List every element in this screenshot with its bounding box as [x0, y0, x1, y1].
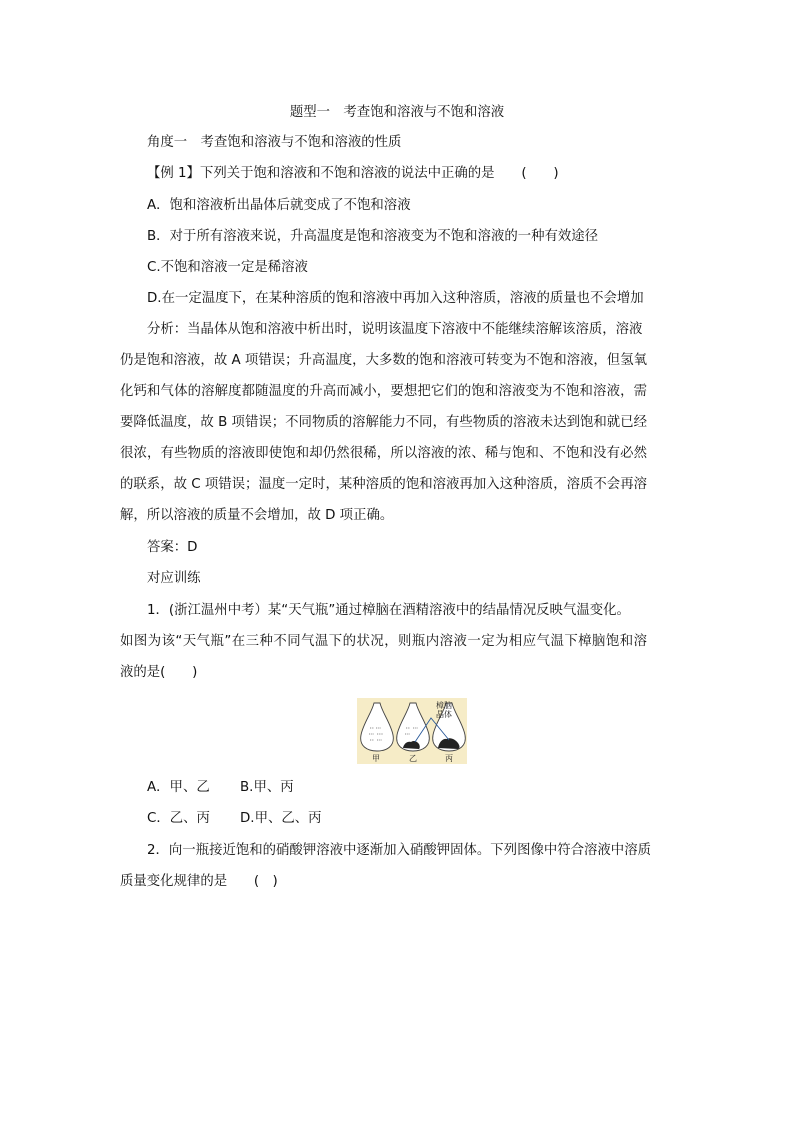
weather-bottle-figure	[357, 698, 467, 764]
bottle-label-bing: 丙	[445, 754, 453, 763]
analysis-line: 要降低温度，故 B 项错误；不同物质的溶解能力不同，有些物质的溶液未达到饱和就已经	[120, 415, 647, 430]
bottle-label-yi: 乙	[409, 754, 417, 763]
question-1-line: 如图为该“天气瓶”在三种不同气温下的状况，则瓶内溶液一定为相应气温下樟脑饱和溶	[120, 634, 647, 649]
analysis-line: 分析：当晶体从饱和溶液中析出时，说明该温度下溶液中不能继续溶解该溶质，溶液	[147, 322, 643, 337]
analysis-line: 解，所以溶液的质量不会增加，故 D 项正确。	[120, 508, 394, 523]
analysis-line: 仍是饱和溶液，故 A 项错误；升高温度，大多数的饱和溶液可转变为不饱和溶液，但氢氧	[120, 353, 647, 368]
question-1-line: 液的是( )	[120, 665, 198, 680]
example-option-d: D.在一定温度下，在某种溶质的饱和溶液中再加入这种溶质，溶液的质量也不会增加	[147, 291, 644, 306]
question-1-option-d: D.甲、乙、丙	[240, 811, 322, 826]
section-heading: 角度一 考查饱和溶液与不饱和溶液的性质	[147, 135, 402, 150]
question-1-option-c: C．乙、丙	[147, 811, 210, 826]
page-title: 题型一 考查饱和溶液与不饱和溶液	[289, 105, 505, 120]
analysis-line: 化钙和气体的溶解度都随温度的升高而减小，要想把它们的饱和溶液变为不饱和溶液，需	[120, 384, 647, 399]
question-2-line: 质量变化规律的是 ( )	[120, 874, 278, 889]
example-option-a: A．饱和溶液析出晶体后就变成了不饱和溶液	[147, 198, 411, 213]
analysis-line: 很浓，有些物质的溶液即使饱和却仍然很稀，所以溶液的浓、稀与饱和、不饱和没有必然	[120, 446, 647, 461]
bottle-label-jia: 甲	[372, 754, 380, 763]
analysis-line: 的联系，故 C 项错误；温度一定时，某种溶质的饱和溶液再加入这种溶质，溶质不会再溶	[120, 477, 647, 492]
example-option-c: C.不饱和溶液一定是稀溶液	[147, 260, 308, 275]
question-1-option-a: A．甲、乙	[147, 780, 210, 795]
question-2-line: 2．向一瓶接近饱和的硝酸钾溶液中逐渐加入硝酸钾固体。下列图像中符合溶液中溶质	[147, 843, 651, 858]
question-1-option-b: B.甲、丙	[240, 780, 294, 795]
example-stem: 【例 1】下列关于饱和溶液和不饱和溶液的说法中正确的是 ( )	[147, 166, 559, 181]
crystal-label-line1: 樟脑	[436, 701, 452, 710]
question-1-line: 1．(浙江温州中考）某“天气瓶”通过樟脑在酒精溶液中的结晶情况反映气温变化。	[147, 603, 630, 618]
crystal-label-line2: 晶体	[436, 710, 452, 719]
example-option-b: B．对于所有溶液来说，升高温度是饱和溶液变为不饱和溶液的一种有效途径	[147, 229, 599, 244]
practice-heading: 对应训练	[147, 571, 201, 586]
answer-text: 答案：D	[147, 540, 198, 555]
